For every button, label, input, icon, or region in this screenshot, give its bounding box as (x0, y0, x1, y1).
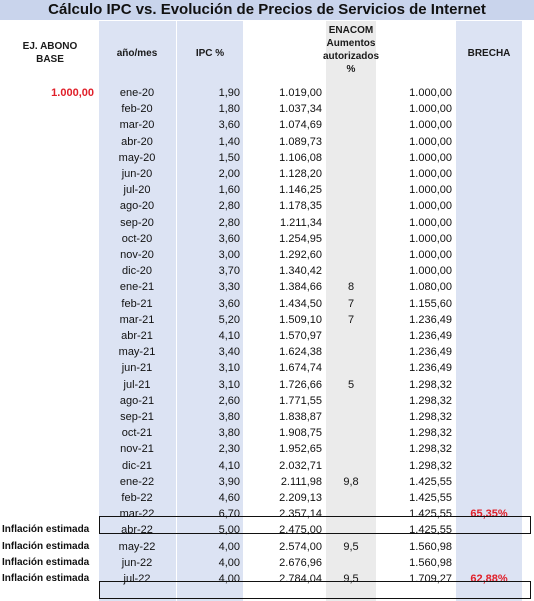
row-price: 1.000,00 (409, 119, 452, 132)
table-row (0, 231, 534, 247)
row-index: 1.771,55 (279, 394, 322, 407)
row-ipc: 3,60 (218, 232, 240, 245)
row-ipc: 5,00 (218, 524, 240, 537)
row-enacom: 9,8 (343, 475, 359, 488)
row-gap: 62,88% (470, 573, 508, 585)
row-ipc: 3,30 (218, 281, 240, 294)
row-month: abr-22 (121, 524, 153, 537)
row-price: 1.000,00 (409, 168, 452, 180)
table-row (0, 182, 534, 198)
row-price: 1.236,49 (409, 362, 452, 375)
table-row (0, 150, 534, 166)
row-price: 1.000,00 (409, 184, 452, 197)
table-row (0, 198, 534, 214)
row-month: abr-20 (121, 135, 153, 148)
row-ipc: 3,60 (218, 119, 240, 132)
table-row (0, 441, 534, 457)
row-index: 1.211,34 (279, 216, 322, 229)
row-month: may-20 (118, 151, 156, 164)
row-enacom: 8 (347, 281, 355, 294)
row-month: dic-21 (122, 459, 152, 472)
row-month: mar-21 (119, 313, 155, 326)
row-index: 1.434,50 (279, 297, 322, 310)
table-row (0, 458, 534, 474)
row-month: may-21 (118, 346, 156, 359)
sheet-title: Cálculo IPC vs. Evolución de Precios de Servicios de Internet (0, 0, 534, 20)
row-ipc: 1,40 (218, 135, 240, 148)
row-month: ene-21 (119, 281, 155, 294)
row-ipc: 4,10 (218, 330, 240, 342)
row-index: 1.106,08 (279, 151, 322, 164)
row-price: 1.425,55 (409, 524, 452, 537)
row-price: 1.000,00 (409, 87, 452, 99)
row-index: 2.574,00 (279, 540, 322, 553)
row-month: ene-22 (119, 475, 155, 488)
header-ipc: IPC % (195, 48, 225, 59)
row-month: ago-21 (119, 394, 155, 407)
row-month: dic-20 (122, 265, 152, 278)
row-ipc: 2,80 (218, 216, 240, 229)
row-month: jun-20 (121, 168, 153, 180)
row-ipc: 3,60 (218, 297, 240, 310)
row-month: jun-21 (121, 362, 153, 375)
row-month: jul-21 (123, 378, 151, 391)
row-ipc: 2,00 (218, 168, 240, 180)
row-ipc: 2,30 (218, 443, 240, 456)
table-row (0, 134, 534, 150)
row-index: 1.624,38 (279, 346, 322, 359)
row-index: 1.019,00 (279, 87, 322, 99)
row-price: 1.298,32 (409, 427, 452, 440)
row-price: 1.425,55 (409, 508, 452, 521)
highlight-box-mar-22 (99, 516, 531, 534)
row-ipc: 1,90 (218, 87, 240, 99)
table-row (0, 377, 534, 393)
row-ipc: 4,00 (218, 573, 240, 585)
row-price: 1.000,00 (409, 151, 452, 164)
row-index: 2.676,96 (279, 556, 322, 569)
row-ipc: 1,50 (218, 151, 240, 164)
row-price: 1.560,98 (409, 556, 452, 569)
row-index: 2.357,14 (279, 508, 322, 521)
row-ipc: 1,80 (218, 103, 240, 116)
table-row (0, 474, 534, 490)
row-month: feb-20 (121, 103, 153, 116)
row-price: 1.560,98 (409, 540, 452, 553)
row-ipc: 1,60 (218, 184, 240, 197)
row-price: 1.298,32 (409, 394, 452, 407)
row-index: 1.908,75 (279, 427, 322, 440)
row-price: 1.298,32 (409, 443, 452, 456)
row-ipc: 2,60 (218, 394, 240, 407)
row-label: Inflación estimada (2, 573, 90, 584)
row-ipc: 3,00 (218, 249, 240, 261)
row-price: 1.000,00 (409, 200, 452, 213)
row-price: 1.000,00 (409, 232, 452, 245)
table-row (0, 425, 534, 441)
table-row (0, 409, 534, 425)
row-month: mar-22 (119, 508, 155, 521)
row-ipc: 4,00 (218, 556, 240, 569)
table-row (0, 360, 534, 376)
row-enacom: 9,5 (343, 573, 359, 585)
row-index: 1.509,10 (279, 313, 322, 326)
row-price: 1.425,55 (409, 475, 452, 488)
base-value: 1.000,00 (51, 87, 94, 99)
header-abono-base: EJ. ABONO BASE (22, 41, 78, 65)
table-row (0, 263, 534, 279)
row-month: feb-21 (121, 297, 153, 310)
row-enacom: 7 (347, 313, 355, 326)
row-ipc: 3,80 (218, 411, 240, 423)
row-price: 1.709,27 (409, 573, 452, 585)
row-ipc: 5,20 (218, 313, 240, 326)
row-enacom: 5 (347, 378, 355, 391)
row-month: jul-20 (123, 184, 151, 197)
row-index: 1.952,65 (279, 443, 322, 456)
row-index: 2.111,98 (280, 475, 322, 488)
row-price: 1.236,49 (409, 330, 452, 342)
table-row (0, 247, 534, 263)
row-price: 1.000,00 (409, 216, 452, 229)
row-index: 1.146,25 (279, 184, 322, 197)
row-price: 1.000,00 (409, 249, 452, 261)
row-index: 1.128,20 (279, 168, 322, 180)
row-month: abr-21 (121, 330, 153, 342)
row-index: 1.674,74 (279, 362, 322, 375)
highlight-box-jul-22 (99, 581, 531, 599)
row-index: 1.570,97 (279, 330, 322, 342)
row-index: 1.292,60 (279, 249, 322, 261)
row-month: jun-22 (121, 556, 153, 569)
row-ipc: 3,70 (218, 265, 240, 278)
table-row (0, 312, 534, 328)
row-month: jul-22 (123, 573, 151, 585)
table-row (0, 328, 534, 344)
table-row (0, 117, 534, 133)
table-row (0, 539, 534, 555)
row-ipc: 3,80 (218, 427, 240, 440)
table-row (0, 344, 534, 360)
table-row (0, 85, 534, 101)
row-price: 1.425,55 (409, 492, 452, 504)
row-price: 1.298,32 (409, 378, 452, 391)
row-index: 2.475,00 (279, 524, 322, 537)
row-price: 1.298,32 (409, 459, 452, 472)
row-index: 2.784,04 (279, 573, 322, 585)
row-price: 1.236,49 (409, 313, 452, 326)
table-row (0, 490, 534, 506)
row-index: 1.340,42 (279, 265, 322, 278)
row-ipc: 4,60 (218, 492, 240, 504)
row-price: 1.155,60 (409, 297, 452, 310)
row-month: sep-20 (120, 216, 154, 229)
row-ipc: 4,00 (218, 540, 240, 553)
row-month: may-22 (118, 540, 156, 553)
row-ipc: 2,80 (218, 200, 240, 213)
table-row (0, 555, 534, 571)
row-ipc: 3,40 (218, 346, 240, 359)
row-ipc: 3,10 (218, 378, 240, 391)
row-month: ago-20 (119, 200, 155, 213)
row-index: 1.384,66 (279, 281, 322, 294)
row-gap: 65,35% (470, 508, 508, 521)
row-month: oct-20 (121, 232, 153, 245)
table-row (0, 279, 534, 295)
row-label: Inflación estimada (2, 556, 90, 568)
header-month: año/mes (116, 48, 158, 59)
row-label: Inflación estimada (2, 524, 90, 536)
row-index: 1.254,95 (279, 232, 322, 245)
table-row (0, 166, 534, 182)
row-month: nov-21 (120, 443, 154, 456)
row-enacom: 9,5 (343, 540, 359, 553)
row-month: sep-21 (120, 411, 154, 423)
row-month: nov-20 (120, 249, 154, 261)
table-row (0, 215, 534, 231)
table-row (0, 393, 534, 409)
table-row (0, 296, 534, 312)
row-index: 1.838,87 (279, 411, 322, 423)
header-brecha: BRECHA (467, 48, 511, 59)
header-enacom: ENACOM Aumentos autorizados % (322, 25, 380, 75)
row-label: Inflación estimada (2, 540, 90, 552)
row-index: 1.089,73 (279, 135, 322, 148)
row-price: 1.000,00 (409, 135, 452, 148)
row-ipc: 6,70 (218, 508, 240, 521)
row-price: 1.000,00 (409, 103, 452, 116)
row-month: mar-20 (119, 119, 155, 132)
row-index: 2.032,71 (279, 459, 322, 472)
row-ipc: 4,10 (218, 459, 240, 472)
row-index: 1.037,34 (279, 103, 322, 116)
table-row (0, 101, 534, 117)
row-enacom: 7 (347, 297, 355, 310)
row-index: 1.074,69 (279, 119, 322, 132)
row-price: 1.000,00 (409, 265, 452, 278)
row-index: 2.209,13 (279, 492, 322, 504)
row-price: 1.236,49 (409, 346, 452, 359)
row-month: oct-21 (121, 427, 153, 440)
row-month: ene-20 (119, 87, 155, 99)
row-ipc: 3,10 (218, 362, 240, 375)
row-month: feb-22 (121, 492, 153, 504)
row-index: 1.178,35 (279, 200, 322, 213)
row-price: 1.080,00 (409, 281, 452, 294)
row-index: 1.726,66 (279, 378, 322, 391)
row-price: 1.298,32 (409, 411, 452, 423)
row-ipc: 3,90 (218, 475, 240, 488)
